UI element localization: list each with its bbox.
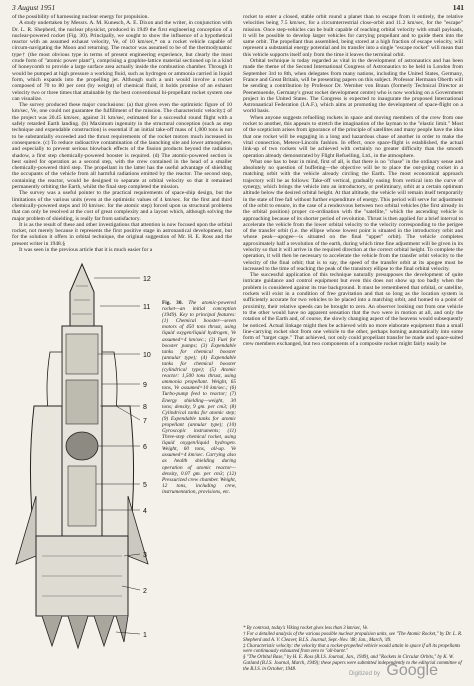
- footnote: § "The Orbital Base," by H. E. Ross (B.I.S. Journal, Jan., 1949), and "Rockets in Circular Orbits," by K. W. Gatland (B.I.S. Journal, March, 1949); these papers were submitted independently to the editorial committee of the B.I.S. in October, 1948.: [243, 655, 462, 672]
- page-number: 141: [452, 3, 464, 12]
- watermark-brand: Google: [386, 662, 438, 679]
- figure-number: Fig. 30.: [162, 300, 183, 306]
- watermark-prefix: Digitized by: [348, 671, 380, 677]
- footnote: † For a detailed analysis of the various possible nuclear propulsion units, see "The Atomic Rocket," by Dr. L. R. Shepherd and A. V. Cleaver, B.I.S. Journal, Sept.-Nov. '48; Jan., March, '49.: [243, 632, 463, 643]
- paragraph: It was seen in the previous article that it is much easier for a: [19, 246, 153, 252]
- callout-label: 4: [143, 508, 147, 515]
- callout-label: 2: [143, 588, 147, 595]
- figure-caption: [162, 300, 236, 495]
- paragraph: The survey was a useful pointer to the practical requirements of space-ship design, but the limitations of the various units (even at the optimistic values of 4 km/sec. for the first and third chemically-powered steps and 10 km/sec. for the atomic step) forced upon us structural problems that can only be resolved at the cost of great complexity and a layout which, although solving the major problem of shielding, is really far from satisfactory.: [12, 190, 232, 222]
- page-date: 3 August 1951: [12, 3, 56, 12]
- figure-key-intro: Key to principal features:: [179, 312, 236, 319]
- paragraph: Orbital technique is today regarded as vital in the development of astronautics and has been made the theme of the Second International Congress of Astronautics to be held in London from September 3rd to 8th, when delegates from many nations, including the United States, Germany, France and Great Britain, will be presenting papers on this subject. Professor Hermann Oberth will be sending a contribution by Professor Dr. Wernher von Braun (formerly Technical Director at Peenemuende, Germany's great rocket development centre) who is now working on a Government project in the United States. The Congress is expected to inaugurate the proposed International Astronautical Federation (I.A.F.), which aims at promoting the development of space-flight on a world basis.: [243, 58, 463, 115]
- callout-label: 7: [143, 418, 147, 425]
- paragraph: of the possibility of harnessing nuclear energy for propulsion.: [12, 14, 149, 20]
- right-text-column: [243, 14, 463, 621]
- callout-label: 12: [143, 276, 151, 283]
- paragraph: rocket to enter a closed, stable orbit round a planet than to escape from it entirely, the relative velocities being 7.5 km/sec, for a circumterrestrial close-orbit and 11.2 km/sec, for the "escape" mission. Once step-vehicles can be built capable of reaching orbital velocity with small payloads, it will be possible to develop larger vehicles for carrying propellant and to guide them into the same orbit. The propellant thus assembled, being stored at a high fraction of escape velocity, will represent a substantial energy potential and its transfer into a single "escape rocket" will mean that this vehicle supports itself only from the time it leaves the terminal orbit.: [243, 14, 463, 58]
- callout-label: 10: [143, 352, 151, 359]
- callout-label: 11: [143, 304, 151, 311]
- callout-label: 8: [143, 404, 147, 411]
- left-text-column: [12, 14, 232, 252]
- paragraph: When anyone suggests refuelling rockets in space and moving members of the crew from one rocket to another, this appears to stretch the imagination of the layman to the "elastic limit." Most of the scepticism arises from ignorance of the principle of satellites and many people have the idea that one rocket will be engaging in a long and hazardous chase of another in order to make the vital connection, Meteor-Lincoln fashion. In effect, once space-flight is established, the actual link-up of two rockets will be achieved with certainly no greater difficulty than the smooth operation already demonstrated by Flight Refuelling, Ltd., in the atmosphere.: [243, 114, 463, 159]
- paragraph: A study undertaken by Messrs. A. M. Kunesch, A. E. Dixon and the writer, in conjunction with Dr. L. R. Shepherd, the nuclear physicist, produced in 1949 the first engineering conception of a nuclear-powered rocket (Fig. 30). Principally, we sought to show the influence of a hypothetical reactor with an assumed exhaust velocity, Ve, of 10 km/sec,* on a rocket vehicle capable of circum-navigating the Moon and returning. The reactor was assumed to be of the thermodynamic type† (the most obvious type in terms of present engineering experience, but clearly the most crude form of "atomic power plant"), comprising a graphite-lattice material sectioned up in a kind of honeycomb to provide a large surface area actually inside the combustion chamber. Through it would be pumped at high pressure a working fluid, such as hydrogen or ammonia carried in liquid form, which expands into the propelling jet. Although such a unit would involve a rocket composed of 70 to 80 per cent (by weight) of chemical fluid, it holds promise of an exhaust velocity two or three times that attainable by the best conventional bi-propellant rocket system one can visualize.: [12, 20, 232, 102]
- footnote: * By contrast, today's Viking rocket gives less than 3 km/sec, Ve.: [243, 626, 369, 631]
- callout-label: 3: [143, 552, 147, 559]
- callout-label: 1: [143, 632, 147, 639]
- paragraph: What one has to bear in mind, first of all, is that there is no "chase" in the ordinary sense and absolutely no question of buffeting—the objective will be to place the out-going rocket in a matching orbit with the vehicle already circling the Earth. The most economical approach trajectory will be as follows: Take-off vertical, gradually easing from vertical into the curve of synergy, which brings the vehicle into an introductory, or preliminary, orbit at a certain optimum altitude below the desired orbital height. At that altitude, the vehicle will remain itself temporarily in the state of free fall without further expenditure of energy. This period will serve for adjustment of the orbit to ensure, in the case of a rendezvous between two orbital vehicles (the first already in the orbital position) proper co-ordination with the "satellite," which the ascending vehicle is approaching because of its shorter period of revolution. Thrust is then applied for a brief interval to accelerate the vehicle from the lower orbital velocity to the velocity corresponding to the perigee of the transfer orbit (i.e. the ellipse whose lowest point is situated in the introductory orbit and whose peak—apogee—is situated on the final "upper" orbit). The vehicle completes approximately half a revolution of the earth, during which time fine adjustment will be given in its velocity so that it will arrive in the required direction at the correct orbital height. To complete the operation, it will then be necessary to accelerate the vehicle from the transfer orbit velocity to the velocity of the final orbit; that is to say, the speed of the transfer orbit at its apogee must be increased to the time of reaching the peak of the transitory ellipse to the final orbital velocity.: [243, 158, 463, 272]
- figure-key: (1) Chemical booster—seven motors of 450 tons thrust, using liquid oxygen/liquid hydrogen, Ve assumed=4 km/sec.; (2) Fuel for booster pumps; (3) Expendable tanks for chemical booster (annular type); (4) Expendable tanks for chemical booster (cylindrical type); (5) Atomic reactor: 1,500 tons thrust, using ammonia propellant. Weight, 65 tons, Ve assumed=10 km/sec.; (6) Turbo-pump feed to reactor; (7) Energy shielding—weight, 30 tons; density, 9 gm. per cm3; (8) Cylindrical tanks for atomic step; (9) Expendable tanks for atomic propellant (annular type); (10) Gyroscopic instruments; (11) Three-step chemical rocket, using liquid oxygen/liquid hydrogen. Weight, 60 tons, all-up. Ve assumed=4 km/sec. Carrying also as health shielding during operation of atomic reactor—density, 0.07 gm. per cm3; (12) Pressurized crew chamber. Weight, 12 tons, including crew, instrumentation, provisions, etc.: [162, 318, 237, 495]
- paragraph: The survey produced these major conclusions: (a) that given even the optimistic figure of 10 km/sec, Ve, one could not guarantee the fulfillment of the mission. The characteristic velocity‡ of the project was 20.45 km/sec, against 31 km/sec, estimated for a successful round flight with a safely retarded Earth landing. (b) Maximum ingenuity in the structural conception (such as step technique and expendable construction) is essential if an initial take-off mass of 1,000 tons is not to be substantially exceeded and the thrust requirements of the rocket motors much increased in consequence. (c) To reduce radioactive contamination of the launching site and lower atmosphere, and especially to prevent serious blowback effects of the fission products beyond the radiation shadow, a first step chemically-powered booster is required. (d) The atomic-powered section is best suited for operation as a second step, with the crew contained in the head of a smaller chemically-powered third step. The propellant in the latter has the useful advantage of shielding the occupants of the vehicle from all harmful radiations emitted by the reactor. The second step, containing the reactor, would be designed to separate at orbital velocity so that it remained permanently orbiting the Earth, whilst the final step completed the mission.: [12, 102, 232, 191]
- paragraph: The successful application of this technique naturally presupposes the development of quite intricate guidance and control equipment but even this does not show up too badly when the problem is considered against its true background. It must be remembered that orbital, or satellite, rockets will exist in a condition of free gravitation and that so long as the location system is sufficiently accurate for two vehicles to be placed into a matching orbit, and homed to a point of proximity, their relative speeds can be brought to zero. An observer looking out from one vehicle to the other would have no apparent sensation that the two were in motion at all, and only the rotation of the Earth and, of course, the slowly changing aspect of the heavens would subsequently be noticed. Actual linkage might then be achieved with no more elaborate equipment than a small line-carrying rocket shot from one vehicle to the other, perhaps homing automatically into some form of "target cage." That achieved, not only could propellant transfer be made and space-suited crew members exchanged, but two components of a composite rocket might fairly easily be: [243, 272, 463, 348]
- callout-label: 5: [143, 482, 147, 489]
- callout-label: 6: [143, 444, 147, 451]
- footnote: ‡ Characteristic velocity: the velocity that a rocket-propelled vehicle would attain in space if all its propellants were continuously exhausted from zero to "all-burnt.": [243, 643, 461, 655]
- digitized-by-google-watermark: [349, 662, 438, 680]
- callout-label: 9: [143, 382, 147, 389]
- figure-title: The atomic-powered rocket—an initial conception (1949).: [162, 300, 237, 319]
- atomic-rocket-cutaway-illustration: [12, 256, 160, 676]
- paragraph: It is as the result of these and other investigations that attention is now focused upon the orbital rocket, not merely because it represents the first positive stage in astronautical development, but for the solution it offers in orbital technique, the original suggestion of Mr. H. E. Ross and the present writer in 1948.§: [12, 221, 232, 247]
